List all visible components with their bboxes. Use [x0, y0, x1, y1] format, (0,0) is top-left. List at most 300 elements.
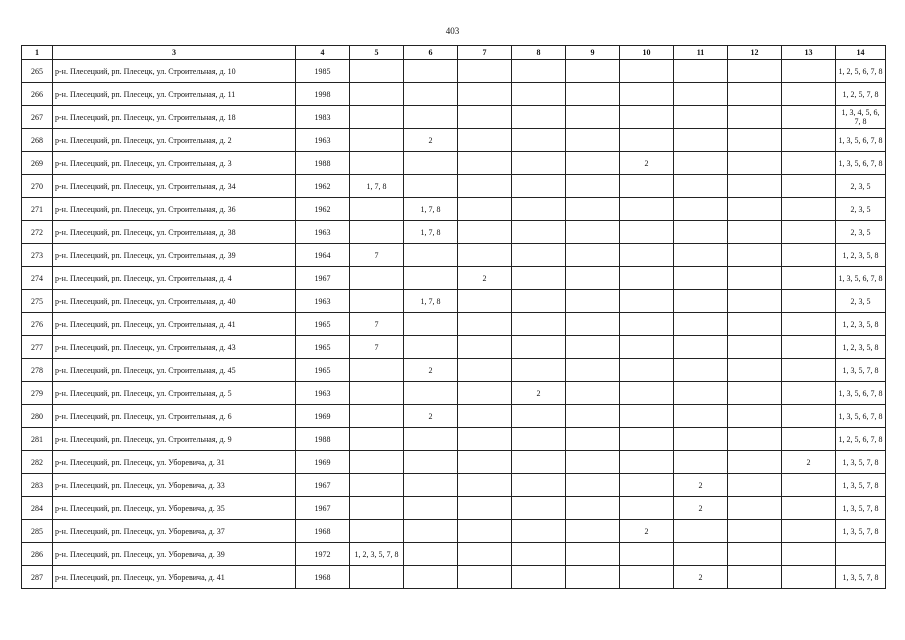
table-cell: [620, 428, 674, 451]
table-cell: 2: [458, 267, 512, 290]
table-cell: [620, 221, 674, 244]
table-cell: [512, 474, 566, 497]
address-cell: р-н. Плесецкий, рп. Плесецк, ул. Строительная, д. 41: [53, 313, 296, 336]
address-cell: р-н. Плесецкий, рп. Плесецк, ул. Уборевича, д. 41: [53, 566, 296, 589]
table-cell: [782, 221, 836, 244]
row-number-cell: 281: [22, 428, 53, 451]
year-cell: 1998: [296, 83, 350, 106]
row-number-cell: 267: [22, 106, 53, 129]
table-cell: [728, 497, 782, 520]
row-number-cell: 278: [22, 359, 53, 382]
table-cell: [728, 106, 782, 129]
table-cell: 2: [782, 451, 836, 474]
table-cell: [512, 520, 566, 543]
table-cell: [782, 313, 836, 336]
table-cell: [782, 382, 836, 405]
table-cell: [674, 520, 728, 543]
table-row: [22, 543, 886, 566]
table-cell: [512, 336, 566, 359]
table-cell: [404, 497, 458, 520]
table-cell: [566, 336, 620, 359]
table-cell: [350, 359, 404, 382]
table-cell: [566, 198, 620, 221]
row-number-cell: 271: [22, 198, 53, 221]
table-cell: [404, 244, 458, 267]
table-cell: [458, 129, 512, 152]
year-cell: 1965: [296, 313, 350, 336]
table-cell: [404, 336, 458, 359]
table-cell: [728, 382, 782, 405]
table-cell: 1, 7, 8: [404, 198, 458, 221]
row-number-cell: 276: [22, 313, 53, 336]
table-cell: [782, 520, 836, 543]
table-cell: [674, 428, 728, 451]
table-row: [22, 129, 886, 152]
table-cell: [404, 106, 458, 129]
year-cell: 1964: [296, 244, 350, 267]
table-cell: [728, 152, 782, 175]
table-cell: [782, 106, 836, 129]
table-cell: 7: [350, 336, 404, 359]
table-row: [22, 83, 886, 106]
table-cell: [728, 520, 782, 543]
year-cell: 1962: [296, 198, 350, 221]
table-row: [22, 60, 886, 83]
table-row: [22, 152, 886, 175]
table-cell: [674, 405, 728, 428]
table-cell: [728, 60, 782, 83]
row-number-cell: 273: [22, 244, 53, 267]
table-cell: [404, 175, 458, 198]
address-cell: р-н. Плесецкий, рп. Плесецк, ул. Строительная, д. 39: [53, 244, 296, 267]
year-cell: 1968: [296, 566, 350, 589]
column-header: 1: [22, 46, 53, 60]
table-cell: [782, 244, 836, 267]
table-cell: [404, 267, 458, 290]
column-header: 7: [458, 46, 512, 60]
table-cell: [350, 106, 404, 129]
row-number-cell: 277: [22, 336, 53, 359]
table-cell: [782, 175, 836, 198]
table-cell: 2, 3, 5: [836, 290, 886, 313]
table-cell: [512, 152, 566, 175]
table-cell: [782, 543, 836, 566]
table-cell: [674, 451, 728, 474]
table-cell: [620, 451, 674, 474]
table-cell: 2, 3, 5: [836, 221, 886, 244]
table-row: [22, 221, 886, 244]
year-cell: 1983: [296, 106, 350, 129]
table-cell: [728, 566, 782, 589]
row-number-cell: 286: [22, 543, 53, 566]
address-cell: р-н. Плесецкий, рп. Плесецк, ул. Строительная, д. 34: [53, 175, 296, 198]
table-cell: [620, 474, 674, 497]
table-cell: 1, 3, 5, 6, 7, 8: [836, 267, 886, 290]
table-cell: [512, 405, 566, 428]
table-cell: 7: [350, 244, 404, 267]
year-cell: 1963: [296, 221, 350, 244]
year-cell: 1967: [296, 474, 350, 497]
table-cell: 2, 3, 5: [836, 175, 886, 198]
table-cell: [728, 83, 782, 106]
table-cell: [350, 267, 404, 290]
table-cell: [566, 474, 620, 497]
header-row: [22, 46, 886, 60]
row-number-cell: 284: [22, 497, 53, 520]
table-cell: [512, 221, 566, 244]
table-cell: [458, 175, 512, 198]
table-row: [22, 175, 886, 198]
table-cell: [458, 221, 512, 244]
table-cell: [458, 428, 512, 451]
table-cell: 2: [674, 566, 728, 589]
table-cell: [728, 451, 782, 474]
table-cell: [350, 428, 404, 451]
table-cell: [512, 267, 566, 290]
row-number-cell: 285: [22, 520, 53, 543]
table-row: [22, 405, 886, 428]
table-cell: [782, 290, 836, 313]
row-number-cell: 265: [22, 60, 53, 83]
address-cell: р-н. Плесецкий, рп. Плесецк, ул. Уборевича, д. 33: [53, 474, 296, 497]
table-cell: [782, 566, 836, 589]
table-cell: [350, 129, 404, 152]
table-cell: 1, 2, 3, 5, 7, 8: [350, 543, 404, 566]
table-cell: 2: [404, 129, 458, 152]
table-cell: [458, 543, 512, 566]
table-cell: [620, 382, 674, 405]
address-cell: р-н. Плесецкий, рп. Плесецк, ул. Строительная, д. 5: [53, 382, 296, 405]
row-number-cell: 279: [22, 382, 53, 405]
table-cell: [728, 290, 782, 313]
row-number-cell: 275: [22, 290, 53, 313]
table-cell: [728, 198, 782, 221]
row-number-cell: 266: [22, 83, 53, 106]
table-row: [22, 382, 886, 405]
table-row: [22, 497, 886, 520]
table-cell: [350, 83, 404, 106]
table-cell: 2: [620, 520, 674, 543]
table-cell: [782, 198, 836, 221]
table-cell: [728, 129, 782, 152]
address-cell: р-н. Плесецкий, рп. Плесецк, ул. Строительная, д. 43: [53, 336, 296, 359]
year-cell: 1972: [296, 543, 350, 566]
year-cell: 1988: [296, 428, 350, 451]
table-cell: 1, 7, 8: [404, 221, 458, 244]
table-row: [22, 451, 886, 474]
table-cell: [512, 566, 566, 589]
table-cell: [458, 382, 512, 405]
table-cell: [674, 359, 728, 382]
table-cell: [566, 405, 620, 428]
table-cell: [620, 267, 674, 290]
table-cell: [620, 290, 674, 313]
table-cell: [566, 428, 620, 451]
table-cell: [620, 60, 674, 83]
table-cell: 7: [350, 313, 404, 336]
table-cell: [728, 359, 782, 382]
table-cell: [458, 451, 512, 474]
table-cell: [620, 83, 674, 106]
table-cell: 1, 3, 5, 7, 8: [836, 497, 886, 520]
table-cell: 1, 3, 5, 7, 8: [836, 474, 886, 497]
table-row: [22, 244, 886, 267]
table-cell: [458, 313, 512, 336]
table-cell: [674, 152, 728, 175]
table-cell: [782, 405, 836, 428]
table-cell: 2: [404, 359, 458, 382]
table-cell: 2: [512, 382, 566, 405]
table-cell: [512, 106, 566, 129]
table-cell: [674, 290, 728, 313]
table-cell: [566, 60, 620, 83]
table-cell: [458, 405, 512, 428]
table-cell: [674, 60, 728, 83]
table-cell: [404, 152, 458, 175]
table-cell: 2: [404, 405, 458, 428]
table-cell: [350, 405, 404, 428]
address-cell: р-н. Плесецкий, рп. Плесецк, ул. Строительная, д. 36: [53, 198, 296, 221]
table-cell: [674, 313, 728, 336]
table-cell: [350, 451, 404, 474]
address-cell: р-н. Плесецкий, рп. Плесецк, ул. Строительная, д. 18: [53, 106, 296, 129]
year-cell: 1968: [296, 520, 350, 543]
year-cell: 1963: [296, 129, 350, 152]
year-cell: 1965: [296, 359, 350, 382]
table-cell: [404, 474, 458, 497]
table-cell: [728, 474, 782, 497]
table-cell: [404, 83, 458, 106]
table-cell: [512, 175, 566, 198]
column-header: 5: [350, 46, 404, 60]
table-cell: [728, 244, 782, 267]
address-cell: р-н. Плесецкий, рп. Плесецк, ул. Уборевича, д. 37: [53, 520, 296, 543]
table-cell: [674, 83, 728, 106]
table-cell: [782, 60, 836, 83]
table-row: [22, 267, 886, 290]
table-cell: [458, 152, 512, 175]
table-cell: [836, 543, 886, 566]
table-cell: [350, 60, 404, 83]
table-cell: [728, 428, 782, 451]
table-cell: [782, 336, 836, 359]
table-cell: 1, 3, 5, 7, 8: [836, 520, 886, 543]
table-cell: [674, 267, 728, 290]
table-cell: 1, 3, 5, 7, 8: [836, 566, 886, 589]
table-cell: [620, 359, 674, 382]
table-cell: 1, 3, 5, 6, 7, 8: [836, 129, 886, 152]
table-cell: [674, 336, 728, 359]
table-cell: [728, 175, 782, 198]
table-cell: [512, 60, 566, 83]
table-cell: [566, 129, 620, 152]
table-cell: [512, 244, 566, 267]
table-row: [22, 474, 886, 497]
table-cell: [782, 267, 836, 290]
table-row: [22, 336, 886, 359]
table-cell: [512, 313, 566, 336]
table-cell: [512, 543, 566, 566]
column-header: 9: [566, 46, 620, 60]
row-number-cell: 270: [22, 175, 53, 198]
table-cell: [404, 543, 458, 566]
table-cell: [674, 382, 728, 405]
table-cell: [728, 543, 782, 566]
table-cell: [512, 83, 566, 106]
address-cell: р-н. Плесецкий, рп. Плесецк, ул. Строительная, д. 6: [53, 405, 296, 428]
table-cell: [674, 244, 728, 267]
table-cell: [728, 336, 782, 359]
table-cell: [458, 497, 512, 520]
table-row: [22, 313, 886, 336]
row-number-cell: 272: [22, 221, 53, 244]
table-cell: [512, 129, 566, 152]
table-row: [22, 106, 886, 129]
address-cell: р-н. Плесецкий, рп. Плесецк, ул. Строительная, д. 4: [53, 267, 296, 290]
table-cell: [620, 543, 674, 566]
table-cell: [350, 520, 404, 543]
table-cell: [404, 60, 458, 83]
row-number-cell: 282: [22, 451, 53, 474]
table-cell: [404, 428, 458, 451]
table-cell: [674, 175, 728, 198]
table-cell: [620, 313, 674, 336]
table-cell: [674, 221, 728, 244]
table-cell: [566, 152, 620, 175]
year-cell: 1985: [296, 60, 350, 83]
data-table: [21, 45, 886, 589]
address-cell: р-н. Плесецкий, рп. Плесецк, ул. Строительная, д. 2: [53, 129, 296, 152]
column-header: 13: [782, 46, 836, 60]
table-cell: [458, 198, 512, 221]
table-row: [22, 520, 886, 543]
table-cell: [566, 313, 620, 336]
table-cell: [620, 244, 674, 267]
table-cell: [458, 336, 512, 359]
table-cell: [458, 474, 512, 497]
table-cell: 1, 7, 8: [350, 175, 404, 198]
table-cell: [728, 313, 782, 336]
column-header: 14: [836, 46, 886, 60]
table-cell: [782, 359, 836, 382]
table-cell: [782, 83, 836, 106]
table-row: [22, 198, 886, 221]
row-number-cell: 283: [22, 474, 53, 497]
table-cell: 1, 2, 5, 7, 8: [836, 83, 886, 106]
table-cell: [404, 382, 458, 405]
table-cell: [512, 359, 566, 382]
row-number-cell: 269: [22, 152, 53, 175]
table-cell: [512, 198, 566, 221]
table-cell: [620, 129, 674, 152]
address-cell: р-н. Плесецкий, рп. Плесецк, ул. Строительная, д. 40: [53, 290, 296, 313]
table-cell: [782, 129, 836, 152]
table-cell: [458, 520, 512, 543]
year-cell: 1965: [296, 336, 350, 359]
address-cell: р-н. Плесецкий, рп. Плесецк, ул. Уборевича, д. 31: [53, 451, 296, 474]
table-cell: [350, 152, 404, 175]
table-cell: [404, 313, 458, 336]
address-cell: р-н. Плесецкий, рп. Плесецк, ул. Строительная, д. 9: [53, 428, 296, 451]
table-cell: [566, 106, 620, 129]
table-cell: [404, 451, 458, 474]
table-cell: [674, 106, 728, 129]
year-cell: 1967: [296, 497, 350, 520]
table-cell: [350, 566, 404, 589]
table-cell: 1, 3, 5, 7, 8: [836, 451, 886, 474]
table-cell: 1, 2, 5, 6, 7, 8: [836, 428, 886, 451]
table-cell: [620, 336, 674, 359]
address-cell: р-н. Плесецкий, рп. Плесецк, ул. Строительная, д. 3: [53, 152, 296, 175]
table-cell: [728, 405, 782, 428]
table-row: [22, 359, 886, 382]
year-cell: 1967: [296, 267, 350, 290]
table-cell: [674, 543, 728, 566]
column-header: 11: [674, 46, 728, 60]
table-cell: 1, 2, 3, 5, 8: [836, 244, 886, 267]
table-cell: [458, 566, 512, 589]
table-row: [22, 428, 886, 451]
table-cell: [512, 497, 566, 520]
table-cell: [566, 359, 620, 382]
table-cell: [404, 520, 458, 543]
table-cell: [350, 198, 404, 221]
table-cell: [458, 359, 512, 382]
year-cell: 1963: [296, 290, 350, 313]
table-cell: [566, 566, 620, 589]
column-header: 12: [728, 46, 782, 60]
table-cell: [620, 198, 674, 221]
address-cell: р-н. Плесецкий, рп. Плесецк, ул. Уборевича, д. 39: [53, 543, 296, 566]
table-cell: [782, 152, 836, 175]
table-cell: [512, 290, 566, 313]
table-cell: 2, 3, 5: [836, 198, 886, 221]
column-header: 4: [296, 46, 350, 60]
table-cell: [566, 83, 620, 106]
table-row: [22, 290, 886, 313]
year-cell: 1988: [296, 152, 350, 175]
table-cell: [620, 106, 674, 129]
table-cell: [782, 428, 836, 451]
table-cell: [566, 244, 620, 267]
table-cell: [566, 267, 620, 290]
table-cell: 1, 7, 8: [404, 290, 458, 313]
table-cell: [566, 520, 620, 543]
year-cell: 1969: [296, 405, 350, 428]
address-cell: р-н. Плесецкий, рп. Плесецк, ул. Строительная, д. 38: [53, 221, 296, 244]
column-header: 10: [620, 46, 674, 60]
table-cell: [350, 497, 404, 520]
table-row: [22, 566, 886, 589]
table-cell: [674, 129, 728, 152]
table-cell: 1, 3, 5, 7, 8: [836, 359, 886, 382]
table-cell: 1, 3, 5, 6, 7, 8: [836, 382, 886, 405]
table-cell: [458, 244, 512, 267]
year-cell: 1963: [296, 382, 350, 405]
table-cell: 2: [674, 474, 728, 497]
table-cell: [674, 198, 728, 221]
address-cell: р-н. Плесецкий, рп. Плесецк, ул. Уборевича, д. 35: [53, 497, 296, 520]
row-number-cell: 268: [22, 129, 53, 152]
column-header: 3: [53, 46, 296, 60]
table-cell: [620, 566, 674, 589]
address-cell: р-н. Плесецкий, рп. Плесецк, ул. Строительная, д. 11: [53, 83, 296, 106]
table-cell: [566, 543, 620, 566]
table-cell: [458, 60, 512, 83]
table-cell: 2: [674, 497, 728, 520]
table-cell: [728, 221, 782, 244]
table-cell: 1, 3, 5, 6, 7, 8: [836, 152, 886, 175]
